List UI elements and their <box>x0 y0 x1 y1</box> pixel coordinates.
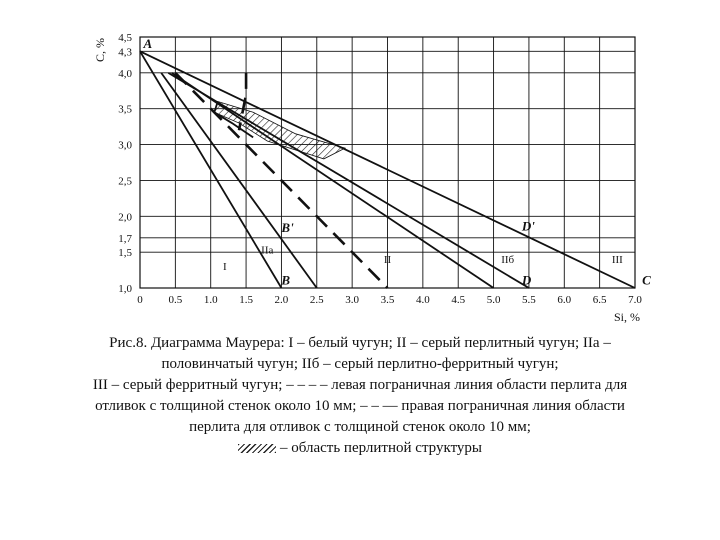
region-label: I <box>223 261 227 274</box>
x-tick-label: 5.0 <box>486 294 501 306</box>
y-tick-label: 2,0 <box>118 211 132 224</box>
region-label: III <box>611 253 623 266</box>
caption-line <box>40 438 680 459</box>
y-tick-label: 3,5 <box>118 103 132 116</box>
x-tick-label: 2.0 <box>274 294 289 306</box>
x-tick-label: 5.5 <box>522 294 536 306</box>
x-tick-label: 0 <box>137 294 143 306</box>
point-label: D' <box>521 218 535 234</box>
x-tick-label: 1.5 <box>239 294 253 306</box>
caption-line: перлита для отливок с толщиной стенок около 10 мм; <box>189 419 531 435</box>
y-tick-label: 4,5 <box>118 32 132 44</box>
x-tick-label: 3.5 <box>380 294 395 306</box>
figure-caption <box>40 333 680 459</box>
x-tick-label: 6.5 <box>592 294 607 306</box>
caption-line: половинчатый чугун; IIб – серый перлитно-ферритный чугун; <box>161 356 559 372</box>
x-tick-label: 3.0 <box>345 294 360 306</box>
y-tick-label: 4,0 <box>118 67 132 80</box>
region-label: IIб <box>501 253 515 266</box>
y-tick-label: 4,3 <box>118 46 132 59</box>
y-tick-label: 3,0 <box>118 139 132 152</box>
point-label: C <box>642 272 651 288</box>
y-tick-label: 1,7 <box>118 232 132 245</box>
x-tick-label: 4.0 <box>415 294 430 306</box>
caption-hatch-text: – область перлитной структуры <box>279 440 483 456</box>
point-labels <box>143 36 652 288</box>
point-label: B <box>281 272 291 288</box>
x-tick-label: 0.5 <box>168 294 183 306</box>
x-tick-label: 4.5 <box>451 294 466 306</box>
grid <box>140 37 635 288</box>
point-label: B' <box>281 220 294 236</box>
caption-line: Рис.8. Диаграмма Маурера: I – белый чугун; II – серый перлитный чугун; IIa – <box>109 335 611 351</box>
y-axis-title: C, % <box>93 38 107 62</box>
caption-line: отливок с толщиной стенок около 10 мм; – – — правая пограничная линия области <box>95 398 625 414</box>
y-tick-label: 1,0 <box>118 283 132 295</box>
point-label: D <box>521 272 532 288</box>
x-tick-label: 1.0 <box>203 294 218 306</box>
region-label: II <box>383 253 392 266</box>
y-tick-label: 2,5 <box>118 175 132 188</box>
x-axis-title: Si, % <box>614 310 641 324</box>
caption-line: III – серый ферритный чугун; – – – – левая пограничная линия области перлита для <box>92 377 628 393</box>
region-label: IIa <box>261 244 274 257</box>
hatch-legend-icon <box>238 444 276 453</box>
point-label: A <box>143 35 153 51</box>
y-tick-label: 1,5 <box>118 247 132 260</box>
x-tick-label: 2.5 <box>309 294 324 306</box>
pearlite-region <box>214 102 345 159</box>
x-tick-label: 6.0 <box>557 294 572 306</box>
x-tick-label: 7.0 <box>628 294 642 306</box>
pearlite-hatch-area <box>214 102 345 159</box>
